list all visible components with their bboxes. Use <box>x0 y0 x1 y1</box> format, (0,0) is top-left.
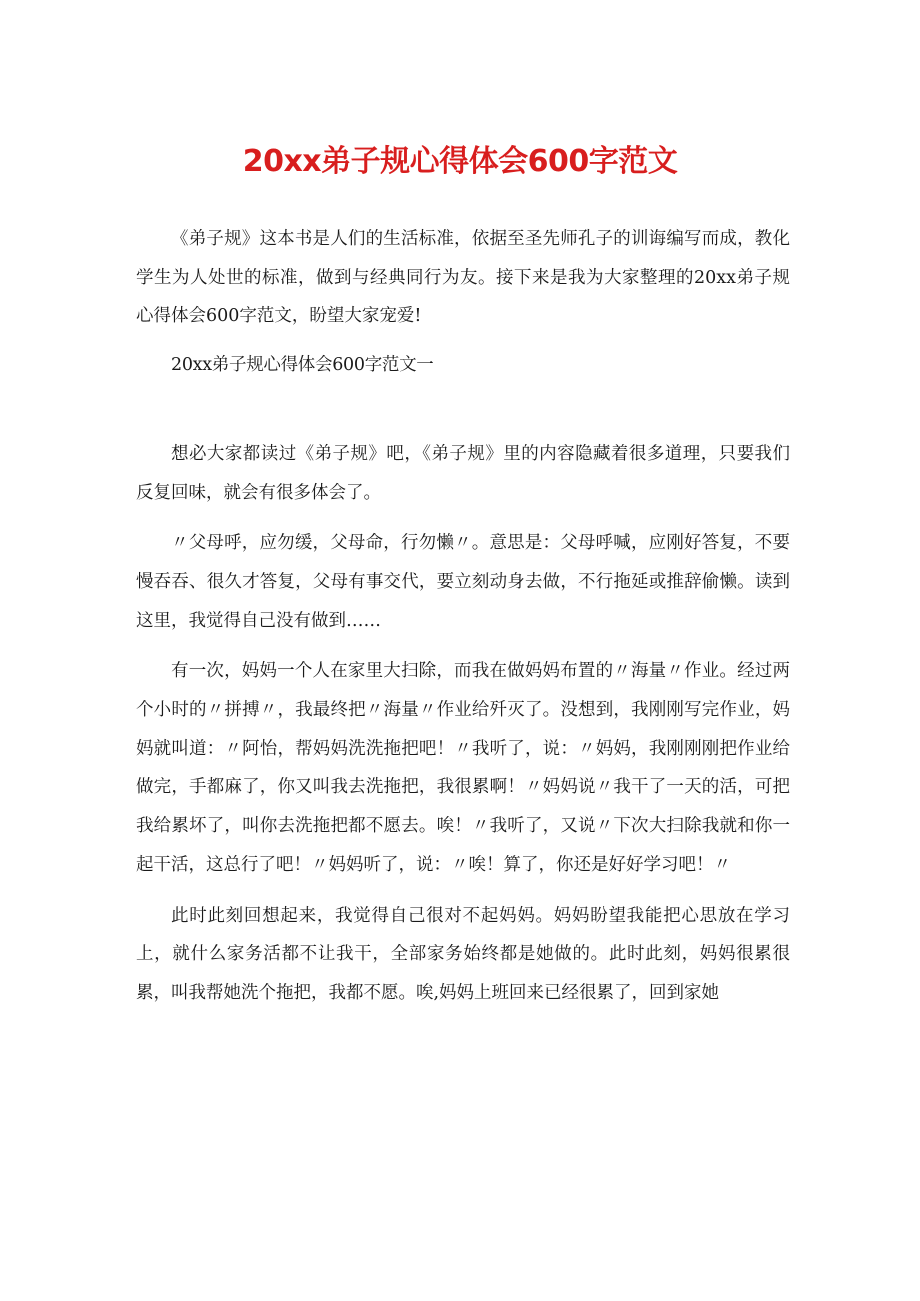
body-paragraph: 有一次，妈妈一个人在家里大扫除，而我在做妈妈布置的〃海量〃作业。经过两个小时的〃拼搏〃，我最终把〃海量〃作业给歼灭了。没想到，我刚刚写完作业，妈妈就叫道：〃阿怡，帮妈妈洗洗拖把吧！〃我听了，说：〃妈妈，我刚刚刚把作业给做完，手都麻了，你又叫我去洗拖把，我很累啊！〃妈妈说〃我干了一天的活，可把我给累坏了，叫你去洗拖把都不愿去。唉！〃我听了，又说〃下次大扫除我就和你一起干活，这总行了吧！〃妈妈听了，说：〃唉！算了，你还是好好学习吧！〃 <box>136 661 790 875</box>
body-paragraph: 此时此刻回想起来，我觉得自己很对不起妈妈。妈妈盼望我能把心思放在学习上，就什么家务活都不让我干，全部家务始终都是她做的。此时此刻，妈妈很累很累，叫我帮她洗个拖把，我都不愿。唉,妈妈上班回来已经很累了，回到家她 <box>136 905 790 1003</box>
section-heading: 20xx弟子规心得体会600字范文一 <box>171 355 434 376</box>
intro-paragraph: 《弟子规》这本书是人们的生活标准，依据至圣先师孔子的训诲编写而成，教化学生为人处世的标准，做到与经典同行为友。接下来是我为大家整理的20xx弟子规心得体会600字范文，盼望大家宠爱! <box>136 229 790 327</box>
body-paragraph: 〃父母呼，应勿缓，父母命，行勿懒〃。意思是：父母呼喊，应刚好答复，不要慢吞吞、很久才答复，父母有事交代，要立刻动身去做，不行拖延或推辞偷懒。读到这里，我觉得自己没有做到…… <box>136 533 790 631</box>
document-title: 20xx弟子规心得体会600字范文 <box>242 144 678 179</box>
body-paragraph: 想必大家都读过《弟子规》吧，《弟子规》里的内容隐藏着很多道理，只要我们反复回味，就会有很多体会了。 <box>136 443 790 503</box>
document-body <box>136 220 790 1013</box>
